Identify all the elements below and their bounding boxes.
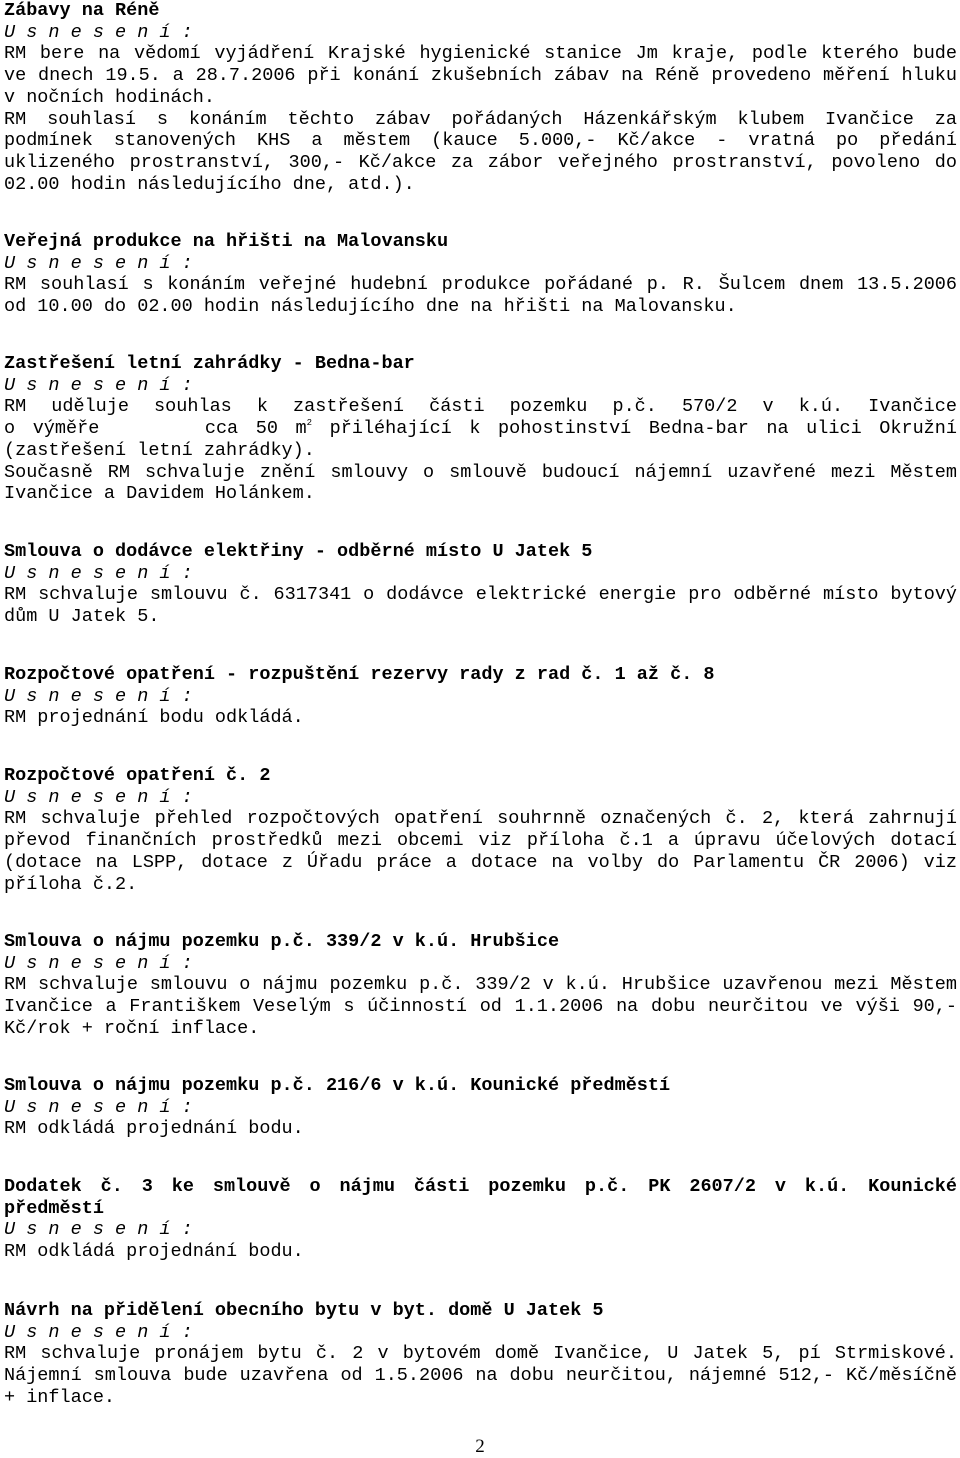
- section-title: Veřejná produkce na hřišti na Malovansku: [4, 231, 449, 252]
- section-title: Zábavy na Réně: [4, 0, 160, 21]
- text-fragment: o výměře cca 50 m: [4, 418, 307, 440]
- section-hrubsice: [4, 931, 957, 1040]
- paragraph: RM schvaluje pronájem bytu č. 2 v bytovém domě Ivančice, U Jatek 5, pí Strmiskové. Nájemní smlouva bude uzavřena od 1.5.2006 na dobu neurčitou, nájemné 512,- Kč/měsíčně + inflace.: [4, 1343, 957, 1408]
- section-elektrina: [4, 541, 957, 628]
- text-fragment: přiléhající k pohostinství Bedna-bar na ulici Okružní: [312, 418, 957, 440]
- paragraph-line: RM uděluje souhlas k zastřešení části pozemku p.č. 570/2 v k.ú. Ivančice: [4, 396, 957, 418]
- paragraph: RM souhlasí s konáním těchto zábav pořádaných Házenkářským klubem Ivančice za podmínek stanovených KHS a městem (kauce 5.000,- Kč/akce - vratná po předání uklizeného prostranství, 300,- Kč/akce za zábor veřejného prostranství, povoleno do 02.00 hodin následujícího dne, atd.).: [4, 108, 957, 195]
- section-kounicke: [4, 1075, 957, 1140]
- superscript: 2: [306, 418, 313, 429]
- section-title-continued: předměstí: [4, 1197, 104, 1219]
- paragraph: RM odkládá projednání bodu.: [4, 1241, 304, 1263]
- paragraph: RM schvaluje smlouvu č. 6317341 o dodávce elektrické energie pro odběrné místo bytový dům U Jatek 5.: [4, 584, 957, 628]
- section-rozpocet-2: [4, 765, 957, 895]
- section-title: Návrh na přidělení obecního bytu v byt. domě U Jatek 5: [4, 1300, 604, 1321]
- section-rozpocet-1: [4, 664, 957, 729]
- paragraph-line: (zastřešení letní zahrádky).: [4, 439, 315, 461]
- paragraph: Současně RM schvaluje znění smlouvy o smlouvě budoucí nájemní uzavřené mezi Městem Ivančice a Davidem Holánkem.: [4, 461, 957, 505]
- section-title: Smlouva o dodávce elektřiny - odběrné místo U Jatek 5: [4, 541, 593, 562]
- paragraph: RM bere na vědomí vyjádření Krajské hygienické stanice Jm kraje, podle kterého bude ve dnech 19.5. a 28.7.2006 při konání zkušebních zábav na Réně provedeno měření hluku v nočních hodinách.: [4, 43, 957, 108]
- paragraph: RM odkládá projednání bodu.: [4, 1118, 304, 1140]
- section-byt: [4, 1300, 957, 1409]
- paragraph: RM souhlasí s konáním veřejné hudební produkce pořádané p. R. Šulcem dnem 13.5.2006 od 10.00 do 02.00 hodin následujícího dne na hřišti na Malovansku.: [4, 274, 957, 318]
- paragraph: RM schvaluje přehled rozpočtových opatření souhrnně označených č. 2, která zahrnují převod finančních prostředků mezi obcemi viz příloha č.1 a úpravu účelových dotací (dotace na LSPP, dotace z Úřadu práce a dotace na volby do Parlamentu ČR 2006) viz příloha č.2.: [4, 808, 957, 895]
- usneseni-label: U s n e s e n í :: [4, 1219, 193, 1241]
- usneseni-label: U s n e s e n í :: [4, 1096, 193, 1118]
- usneseni-label: U s n e s e n í :: [4, 252, 193, 274]
- section-title: Smlouva o nájmu pozemku p.č. 339/2 v k.ú. Hrubšice: [4, 931, 560, 952]
- usneseni-label: U s n e s e n í :: [4, 562, 193, 584]
- paragraph: RM schvaluje smlouvu o nájmu pozemku p.č. 339/2 v k.ú. Hrubšice uzavřenou mezi Městem Ivančice a Františkem Veselým s účinností od 1.1.2006 na dobu neurčitou ve výši 90,-Kč/rok + roční inflace.: [4, 974, 957, 1039]
- section-title: Zastřešení letní zahrádky - Bedna-bar: [4, 353, 415, 374]
- page-number: 2: [475, 1436, 485, 1457]
- section-title: Rozpočtové opatření - rozpuštění rezervy rady z rad č. 1 až č. 8: [4, 664, 715, 685]
- section-produkce: [4, 231, 957, 318]
- paragraph-line: [4, 418, 957, 440]
- usneseni-label: U s n e s e n í :: [4, 685, 193, 707]
- usneseni-label: U s n e s e n í :: [4, 952, 193, 974]
- section-title: Smlouva o nájmu pozemku p.č. 216/6 v k.ú. Kounické předměstí: [4, 1075, 671, 1096]
- usneseni-label: U s n e s e n í :: [4, 1321, 193, 1343]
- section-zahradka: [4, 353, 957, 505]
- section-dodatek: [4, 1176, 957, 1263]
- paragraph: RM projednání bodu odkládá.: [4, 707, 304, 729]
- section-title: Dodatek č. 3 ke smlouvě o nájmu části pozemku p.č. PK 2607/2 v k.ú. Kounické: [4, 1176, 957, 1197]
- usneseni-label: U s n e s e n í :: [4, 21, 193, 43]
- usneseni-label: U s n e s e n í :: [4, 374, 193, 396]
- usneseni-label: U s n e s e n í :: [4, 786, 193, 808]
- section-title: Rozpočtové opatření č. 2: [4, 765, 271, 786]
- section-zabavy: [4, 0, 957, 195]
